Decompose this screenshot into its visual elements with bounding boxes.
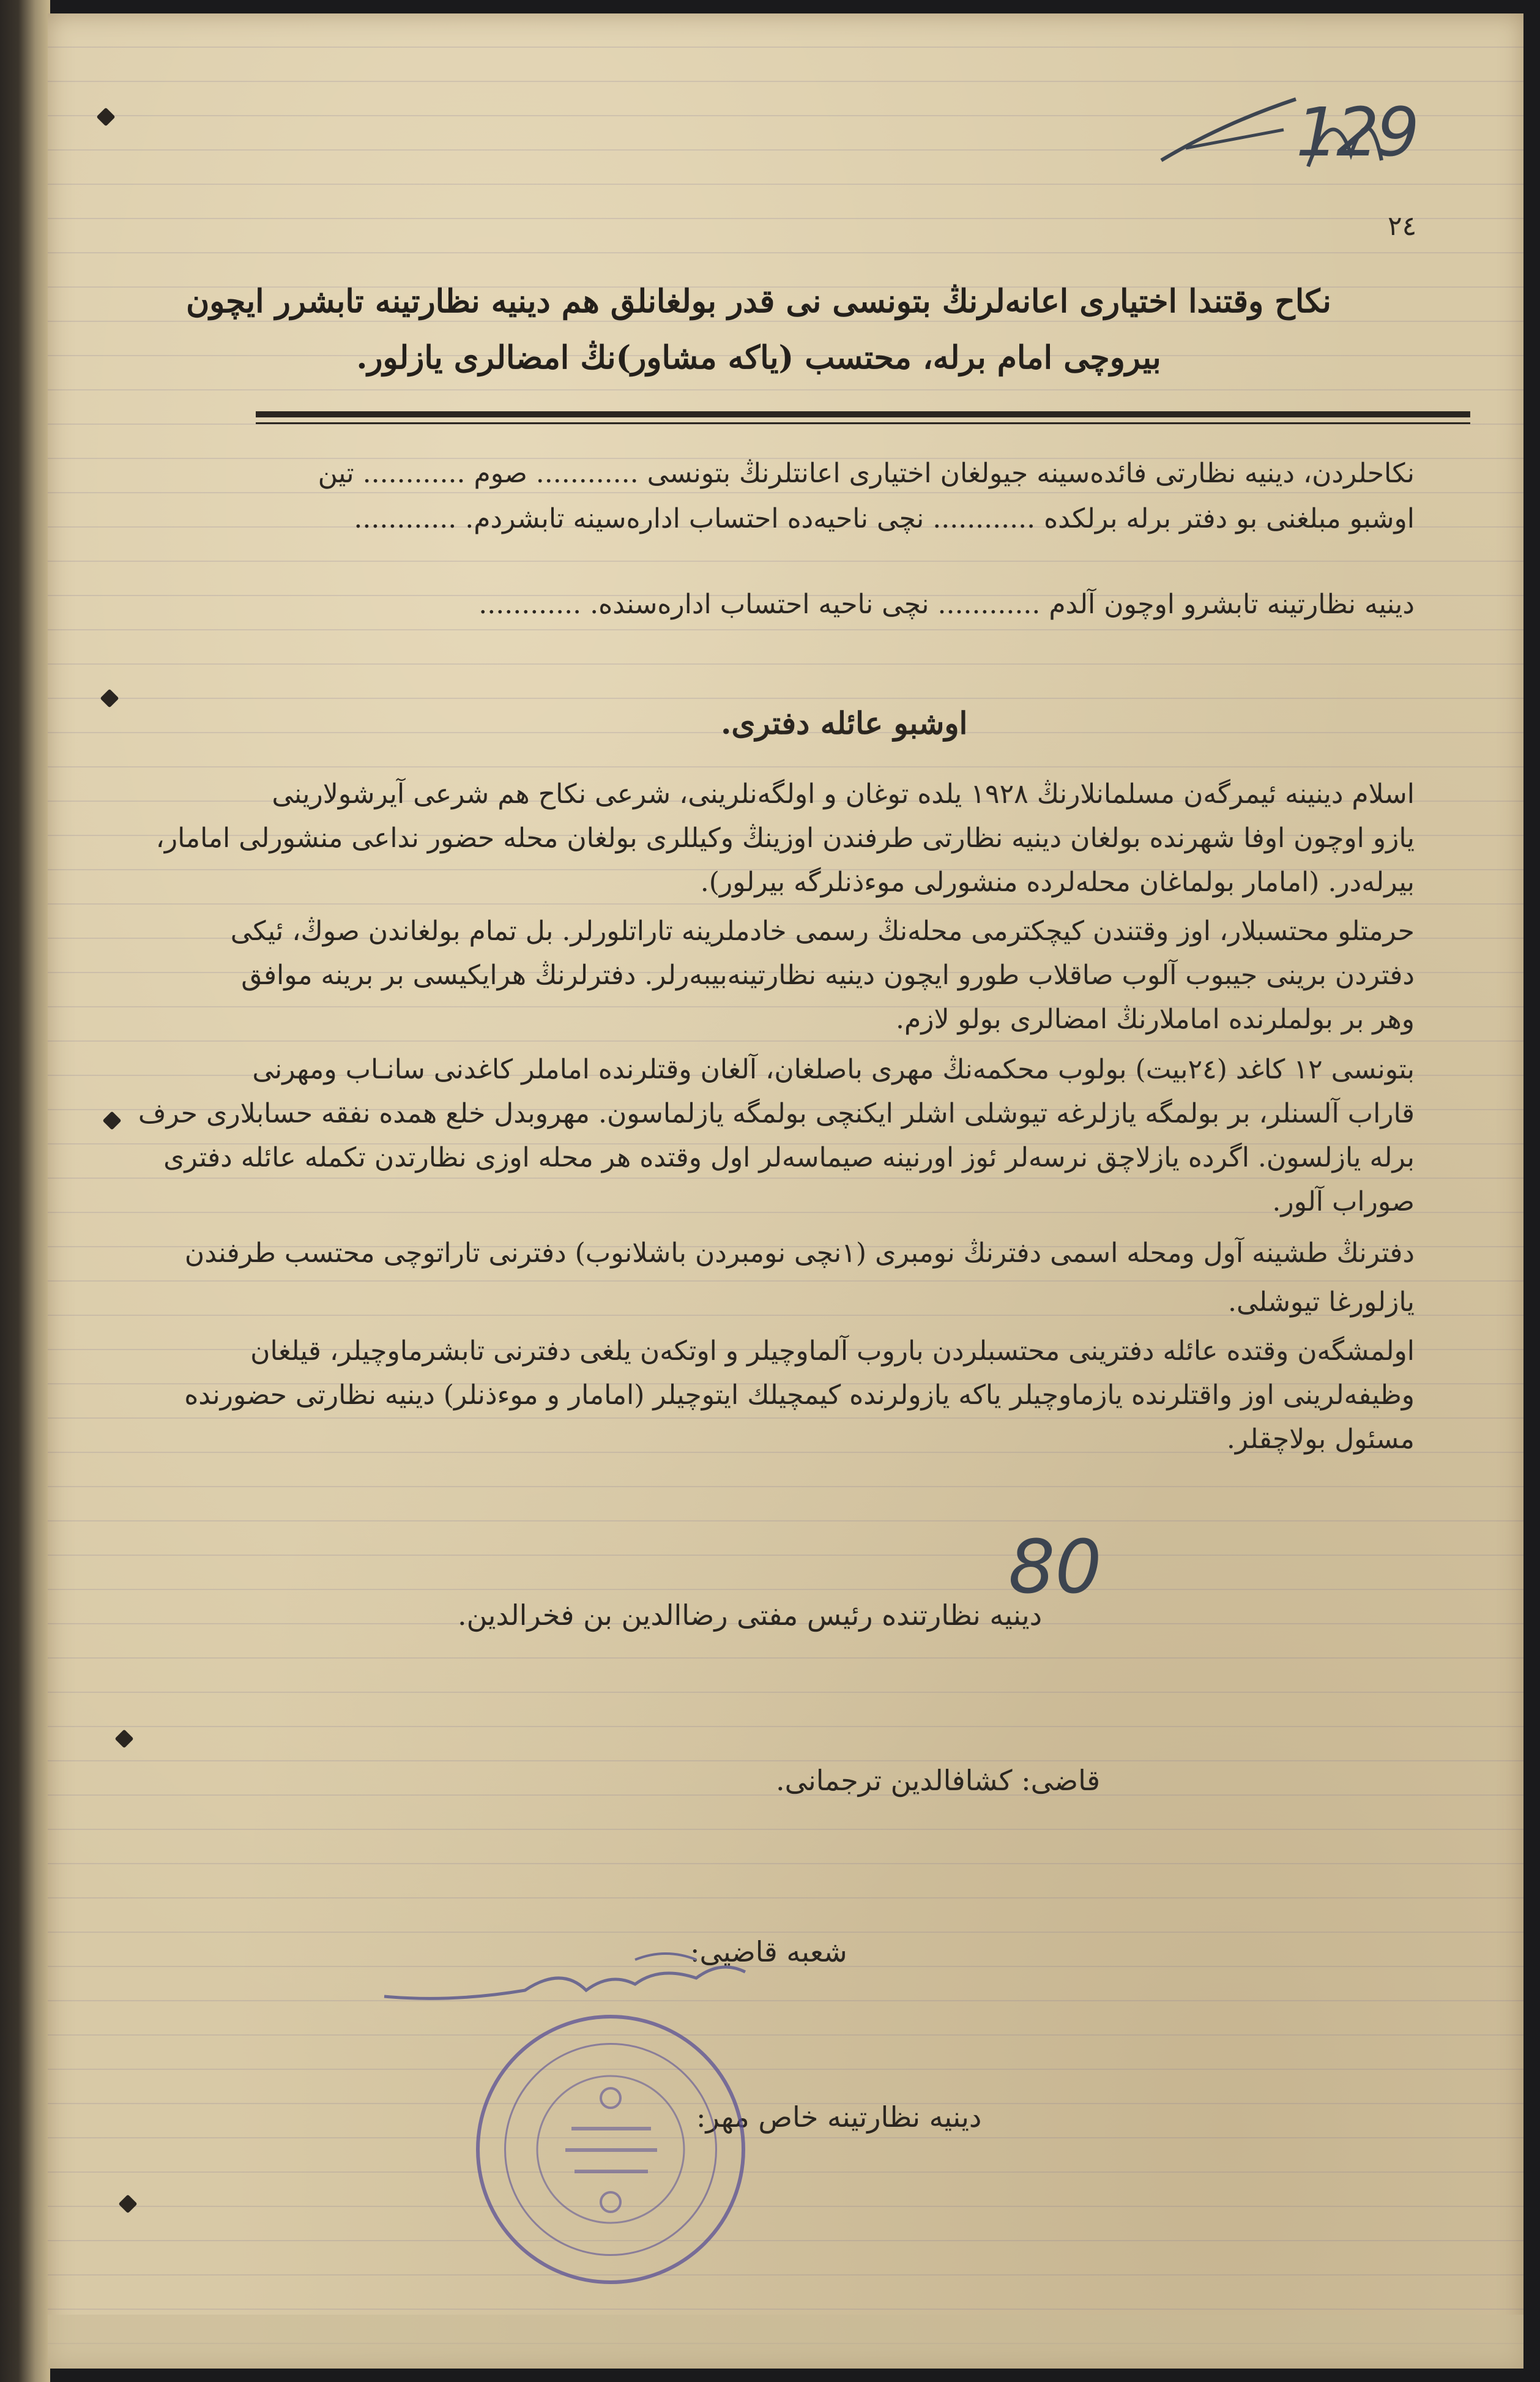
seal-label: دينيه نظارتينه خاص مهر: (696, 2100, 982, 2134)
title-rule-thin (256, 422, 1470, 424)
page-number: ٢٤ (1388, 211, 1417, 242)
section-heading: اوشبو عائله دفترى. (721, 705, 968, 741)
section-kadi-label: شعبه قاضيى: (690, 1935, 847, 1968)
archive-number: 129 (1296, 93, 1417, 171)
body-line: اسلام دينينه ئيمرگەن مسلمانلارنڭ ١٩٢٨ يلده توغان و اولگه‌نلرينى، شرعى نكاح هم شرعى آيرشولارينى (272, 778, 1415, 810)
body-line: دفترنڭ طشينه آول ومحله اسمى دفترنڭ نومبرى (١نچى نومبردن باشلانوب) دفترنى تاراتوچى محتسب طرفندن (184, 1238, 1415, 1269)
body-line: برله يازلسون. اگرده يازلاچق نرسه‌لر ئوز اورنينه صيماسه‌لر اول وقتده هر محله اوزى نظارتدن تكمله عائله دفترى (163, 1142, 1415, 1173)
body-line: بيرلەدر. (امامار بولماغان محله‌لرده منشورلى موءذنلرگه بيرلور). (700, 867, 1415, 898)
binding-edge (0, 0, 50, 2382)
seal-emblem (480, 2018, 742, 2280)
title-line-2: بيروچى امام برله، محتسب (ياكه مشاور)نڭ امضالرى يازلور. (356, 339, 1161, 376)
document-page (48, 13, 1523, 2369)
body-line: يازلورغا تيوشلى. (1227, 1286, 1415, 1318)
body-line: بتونسى ١٢ كاغد (٢٤بيت) بولوب محكمه‌نڭ مهرى باصلغان، آلغان وقتلرنده اماملر كاغدنى سانـاب ومهرنى (252, 1054, 1415, 1085)
body-line: صوراب آلور. (1272, 1186, 1415, 1217)
body-line: اولمشگەن وقتده عائله دفترينى محتسبلردن باروب آلماوچيلر و اوتكەن يلغى دفترنى تابشرماوچيلر، قيلغان (250, 1335, 1415, 1367)
form-line-3: دينيه نظارتينه تابشرو اوچون آلدم ............ نچى ناحيه احتساب ادارەسنده. ............ (478, 589, 1415, 620)
kadi-signature-line: قاضى: كشافالدين ترجمانى. (776, 1764, 1101, 1797)
handwritten-signature (378, 1941, 770, 2015)
svg-text:80: 80 (1008, 1525, 1102, 1610)
body-line: حرمتلو محتسبلار، اوز وقتندن كيچكترمى محله‌نڭ رسمى خادملرينه تاراتلورلر. بل تمام بولغاندن صوڭ، ئيكى (230, 916, 1415, 947)
body-line: دفتردن برينى جيبوب آلوب صاقلاب طورو ايچون دينيه نظارتينه‌بيبه‌رلر. دفترلرنڭ هرايكيسى بر برينه موافق (241, 960, 1415, 991)
form-line-1: نكاحلردن، دينيه نظارتى فائده‌سينه جيولغان اختيارى اعانتلرنڭ بتونسى ............ صوم ............ تين (318, 458, 1415, 489)
form-line-2: اوشبو مبلغنى بو دفتر برله برلكده ............ نچى ناحيه‌ده احتساب ادارەسينه تابشردم. ............ (354, 503, 1415, 534)
chairman-signature-line: دينيه نظارتنده رئيس مفتى رضاالدين بن فخرالدين. (458, 1599, 1043, 1632)
body-line: قاراب آلسنلر، بر بولمگه يازلرغه تيوشلى اشلر ايكنچى بولمگه يازلماسون. مهروبدل خلع همده نفقه حسابلارى حرف (138, 1098, 1415, 1129)
title-rule-thick (256, 411, 1470, 417)
tape-strip (48, 2315, 1523, 2369)
body-line: وهر بر بولملرنده اماملارنڭ امضالرى بولو لازم. (896, 1004, 1415, 1035)
title-line-1: نكاح وقتندا اختيارى اعانه‌لرنڭ بتونسى نى قدر بولغانلق هم دينيه نظارتينه تابشرر ايچون (186, 283, 1331, 320)
body-line: مسئول بولاچقلر. (1226, 1424, 1415, 1455)
body-line: وظيفه‌لرينى اوز واقتلرنده يازماوچيلر ياكه يازولرنده كيمچيلك ايتوچيلر (امامار و موءذنلر) دينيه نظارتى حضورنده (184, 1380, 1415, 1411)
official-seal-stamp (476, 2015, 745, 2284)
body-line: يازو اوچون اوفا شهرنده بولغان دينيه نظارتى طرفندن اوزينڭ وكيللرى بولغان محله حضور نداعى منشورلى امامار، (155, 823, 1415, 854)
